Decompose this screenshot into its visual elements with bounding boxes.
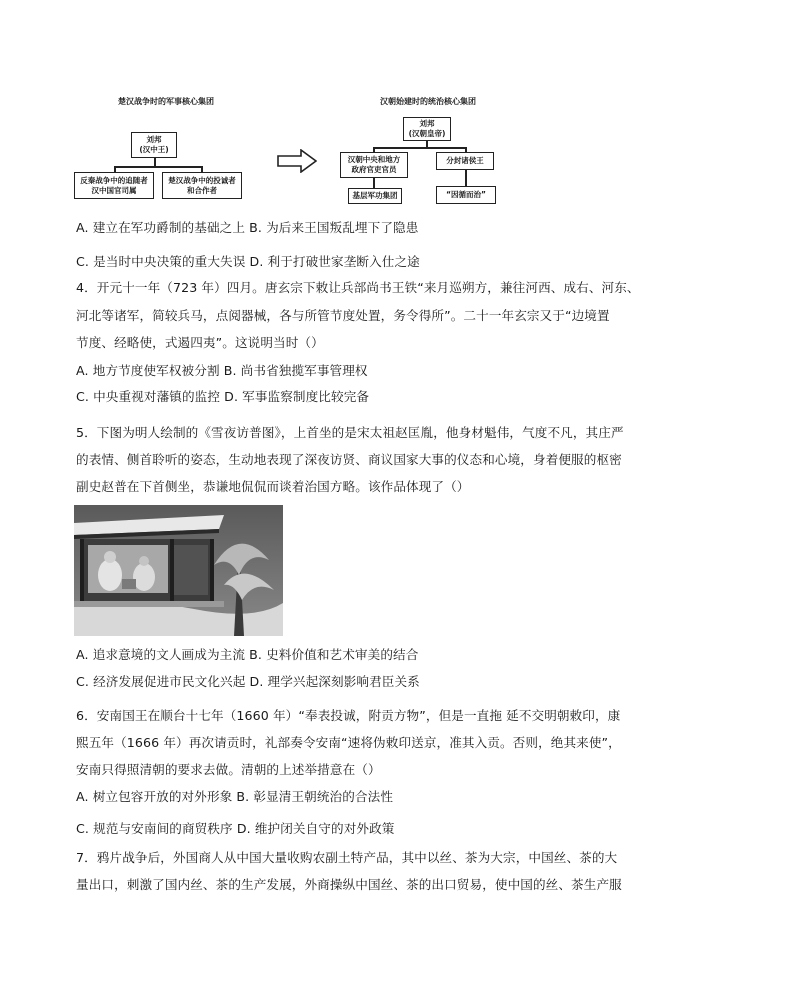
q7-stem-line-2: 量出口，刺激了国内丝、茶的生产发展，外商操纵中国丝、茶的出口贸易，使中国的丝、茶生产服 (76, 877, 622, 892)
q4-stem-line-3: 节度、经略使，式遏四夷”。这说明当时（） (76, 335, 324, 350)
right-child-box-c: 基层军功集团 (348, 188, 402, 204)
q6-stem-line-1: 6．安南国王在顺台十七年（1660 年）“奉表投诚，附贡方物”，但是一直拖 延不交明朝敕印，康 (76, 708, 621, 723)
q5-stem-line-1: 5．下图为明人绘制的《雪夜访普图》，上首坐的是宋太祖赵匡胤，他身材魁伟，气度不凡，其庄严 (76, 425, 624, 440)
q7-stem-line-1: 7．鸦片战争后，外国商人从中国大量收购农副土特产品，其中以丝、茶为大宗，中国丝、茶的大 (76, 850, 618, 865)
q5-options-line-1: A. 追求意境的文人画成为主流 B. 史料价值和艺术审美的结合 (76, 647, 419, 662)
q4-stem-line-1: 4．开元十一年（723 年）四月。唐玄宗下敕让兵部尚书王铁“来月巡朔方，兼往河西、成右、河东、 (76, 280, 640, 295)
right-top-box: 刘邦 (汉朝皇帝) (403, 117, 451, 141)
connector (373, 178, 375, 188)
right-diagram-title: 汉朝始建时的统治核心集团 (380, 97, 476, 106)
snow-night-painting-image (74, 505, 283, 636)
right-child-box-b: 分封诸侯王 (436, 152, 494, 170)
left-child-box-a: 反秦战争中的追随者 汉中国官司属 (74, 172, 154, 199)
right-child-box-d: “因循而治” (436, 186, 496, 204)
q5-stem-line-3: 副史赵普在下首侧坐，恭谦地侃侃而谈着治国方略。该作品体现了（） (76, 479, 470, 494)
connector (373, 147, 466, 149)
q4-stem-line-2: 河北等诸军，简较兵马，点阅器械，各与所管节度处置，务令得所”。二十一年玄宗又于“边境置 (76, 308, 610, 323)
left-diagram-title: 楚汉战争时的军事核心集团 (118, 97, 214, 106)
q4-options-line-1: A. 地方节度使军权被分割 B. 尚书省独揽军事管理权 (76, 363, 368, 378)
historical-structure-diagram (70, 92, 510, 212)
q5-stem-line-2: 的表情、侧首聆听的姿态，生动地表现了深夜访贤、商议国家大事的仪态和心境，身着便服的枢密 (76, 452, 622, 467)
q5-options-line-2: C. 经济发展促进市民文化兴起 D. 理学兴起深刻影响君臣关系 (76, 674, 420, 689)
right-child-box-a: 汉朝中央和地方 政府官吏官员 (340, 152, 408, 178)
q6-options-line-2: C. 规范与安南间的商贸秩序 D. 维护闭关自守的对外政策 (76, 821, 395, 836)
q6-stem-line-3: 安南只得照清朝的要求去做。清朝的上述举措意在（） (76, 762, 381, 777)
right-arrow-icon (277, 149, 317, 173)
q3-options-line-1: A. 建立在军功爵制的基础之上 B. 为后来王国叛乱埋下了隐患 (76, 220, 419, 235)
connector (465, 170, 467, 186)
painting-illustration (74, 505, 283, 636)
q4-options-line-2: C. 中央重视对藩镇的监控 D. 军事监察制度比较完备 (76, 389, 370, 404)
connector (154, 158, 156, 166)
q6-stem-line-2: 熙五年（1666 年）再次请贡时，礼部奏令安南“速将伪敕印送京，准其入贡。否则，绝其来使”， (76, 735, 621, 750)
connector (114, 166, 202, 168)
q3-options-line-2: C. 是当时中央决策的重大失误 D. 利于打破世家垄断入仕之途 (76, 254, 420, 269)
left-child-box-b: 楚汉战争中的投诚者 和合作者 (162, 172, 242, 199)
q6-options-line-1: A. 树立包容开放的对外形象 B. 彰显清王朝统治的合法性 (76, 789, 394, 804)
left-top-box: 刘邦 (汉中王) (131, 132, 177, 158)
